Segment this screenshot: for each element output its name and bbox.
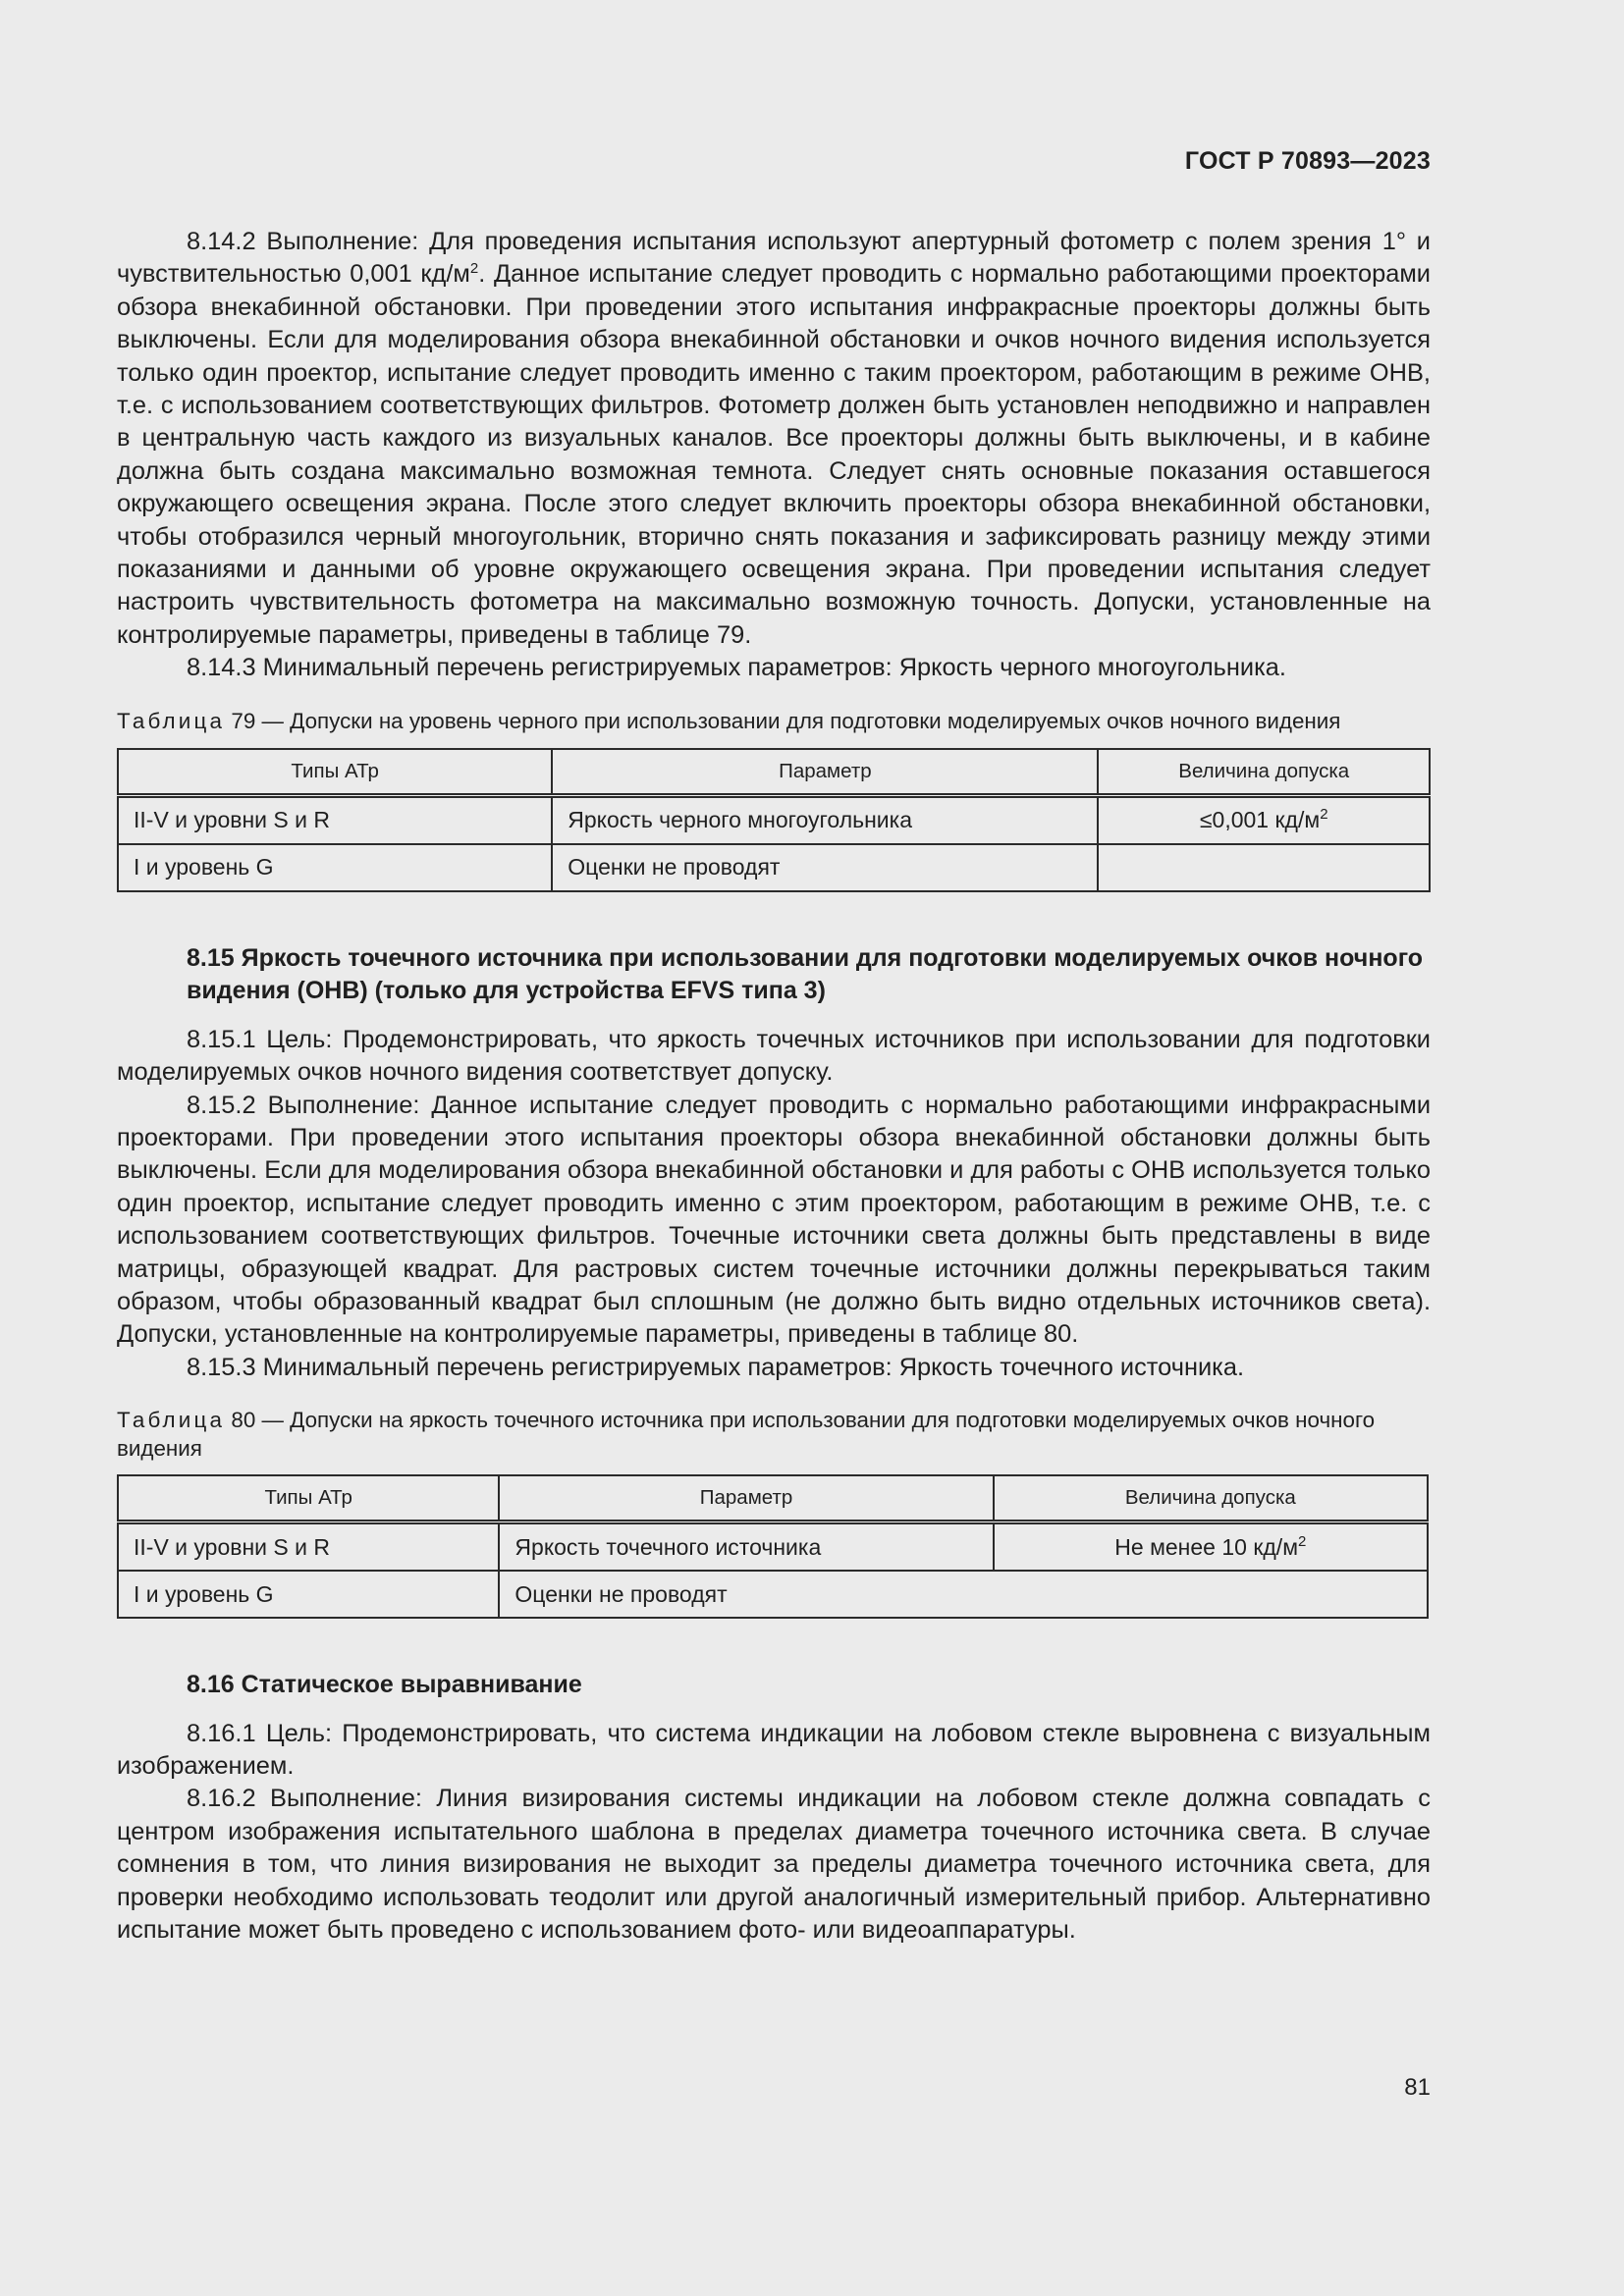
table-label: Таблица — [117, 1408, 226, 1433]
table-row — [118, 1571, 1428, 1618]
column-header: Типы АТр — [118, 749, 552, 796]
table-cell: Не менее 10 $кд/м^2$ — [994, 1522, 1428, 1572]
column-header: Параметр — [552, 749, 1098, 796]
superscript: 2 — [1320, 806, 1328, 824]
table-row — [118, 795, 1430, 844]
table-80-caption: Таблица 80 — Допуски на яркость точечного источника при использовании для подготовки моделируемых очков ночного видения — [117, 1408, 1376, 1462]
table-header-row — [118, 749, 1430, 796]
table-cell: Яркость точечного источника — [499, 1522, 993, 1572]
table-79-caption: Таблица 79 — Допуски на уровень черного при использовании для подготовки моделируемых очков ночного видения — [117, 708, 1341, 733]
table-cell: ≤0,001 $кд/м^2$ — [1098, 795, 1430, 844]
table-cell: I и уровень G — [118, 1571, 499, 1618]
table-row — [118, 1522, 1428, 1572]
column-header: Типы АТр — [118, 1475, 499, 1522]
paragraph-8-14-2: 8.14.2 Выполнение: Для проведения испытания используют апертурный фотометр с полем зрения 1° и чувствительностью 0,001 $кд/м^2$. Данное испытание следует проводить с нормально работающими проекторами обзора внекабинной обстановки. При проведении этого испытания инфракрасные проекторы должны быть выключены. Если для моделирования обзора внекабинной обстановки и очков ночного видения используется только один проектор, испытание следует проводить именно с таким проектором, работающим в режиме ОНВ, т.е. с использованием соответствующих фильтров. Фотометр должен быть установлен неподвижно и направлен в центральную часть каждого из визуальных каналов. Все проекторы должны быть выключены, и в кабине должна быть создана максимально возможная темнота. Следует снять основные показания оставшегося окружающего освещения экрана. После этого следует включить проекторы обзора внекабинной обстановки, чтобы отобразился черный многоугольник, вторично снять показания и зафиксировать разницу между этими показаниями и данными об уровне окружающего освещения экрана. При проведении испытания следует настроить чувствительность фотометра на максимально возможную точность. Допуски, установленные на контролируемые параметры, приведены в таблице 79. — [117, 228, 1431, 649]
paragraph-8-15-3: 8.15.3 Минимальный перечень регистрируемых параметров: Яркость точечного источника. — [187, 1353, 1244, 1381]
page-number: 81 — [1404, 2074, 1431, 2101]
table-cell-merged: Оценки не проводят — [499, 1571, 1428, 1618]
table-cell: Оценки не проводят — [552, 844, 1098, 891]
section-heading-8-15: 8.15 Яркость точечного источника при использовании для подготовки моделируемых очков ночного видения (ОНВ) (только для устройства EFVS типа 3) — [187, 943, 1424, 1005]
table-cell: I и уровень G — [118, 844, 552, 891]
paragraph-8-15-1: 8.15.1 Цель: Продемонстрировать, что яркость точечных источников при использовании для подготовки моделируемых очков ночного видения соответствует допуску. — [117, 1025, 1431, 1087]
table-cell — [1098, 844, 1430, 891]
document-content — [117, 226, 1431, 1948]
superscript: 2 — [1298, 1532, 1307, 1550]
column-header: Величина допуска — [1098, 749, 1430, 796]
table-label: Таблица — [117, 708, 226, 733]
table-row — [118, 844, 1430, 891]
table-header-row — [118, 1475, 1428, 1522]
table-cell: II-V и уровни S и R — [118, 1522, 499, 1572]
paragraph-8-15-2: 8.15.2 Выполнение: Данное испытание следует проводить с нормально работающими инфракрасными проекторами. При проведении этого испытания проекторы обзора внекабинной обстановки должны быть выключены. Если для моделирования обзора внекабинной обстановки и для работы с ОНВ используется только один проектор, испытание следует проводить именно с этим проектором, работающим в режиме ОНВ, т.е. с использованием соответствующих фильтров. Точечные источники света должны быть представлены в виде матрицы, образующей квадрат. Для растровых систем точечные источники должны перекрываться таким образом, чтобы образованный квадрат был сплошным (не должно быть видно отдельных источников света). Допуски, установленные на контролируемые параметры, приведены в таблице 80. — [117, 1091, 1431, 1349]
column-header: Величина допуска — [994, 1475, 1428, 1522]
table-cell: Яркость черного многоугольника — [552, 795, 1098, 844]
table-80 — [117, 1474, 1429, 1619]
paragraph-8-14-3: 8.14.3 Минимальный перечень регистрируемых параметров: Яркость черного многоугольника. — [187, 654, 1286, 682]
paragraph-8-16-1: 8.16.1 Цель: Продемонстрировать, что система индикации на лобовом стекле выровнена с визуальным изображением. — [117, 1719, 1431, 1781]
table-cell: II-V и уровни S и R — [118, 795, 552, 844]
standard-header: ГОСТ Р 70893—2023 — [1184, 147, 1431, 175]
paragraph-8-16-2: 8.16.2 Выполнение: Линия визирования системы индикации на лобовом стекле должна совпадать с центром изображения испытательного шаблона в пределах диаметра точечного источника света. В случае сомнения в том, что линия визирования не выходит за пределы диаметра точечного источника света, для проверки необходимо использовать теодолит или другой аналогичный измерительный прибор. Альтернативно испытание может быть проведено с использованием фото- или видеоаппаратуры. — [117, 1785, 1431, 1945]
column-header: Параметр — [499, 1475, 993, 1522]
document-page — [117, 0, 1431, 2296]
section-heading-8-16: 8.16 Статическое выравнивание — [187, 1671, 582, 1699]
superscript: 2 — [469, 260, 479, 278]
table-79 — [117, 748, 1431, 892]
